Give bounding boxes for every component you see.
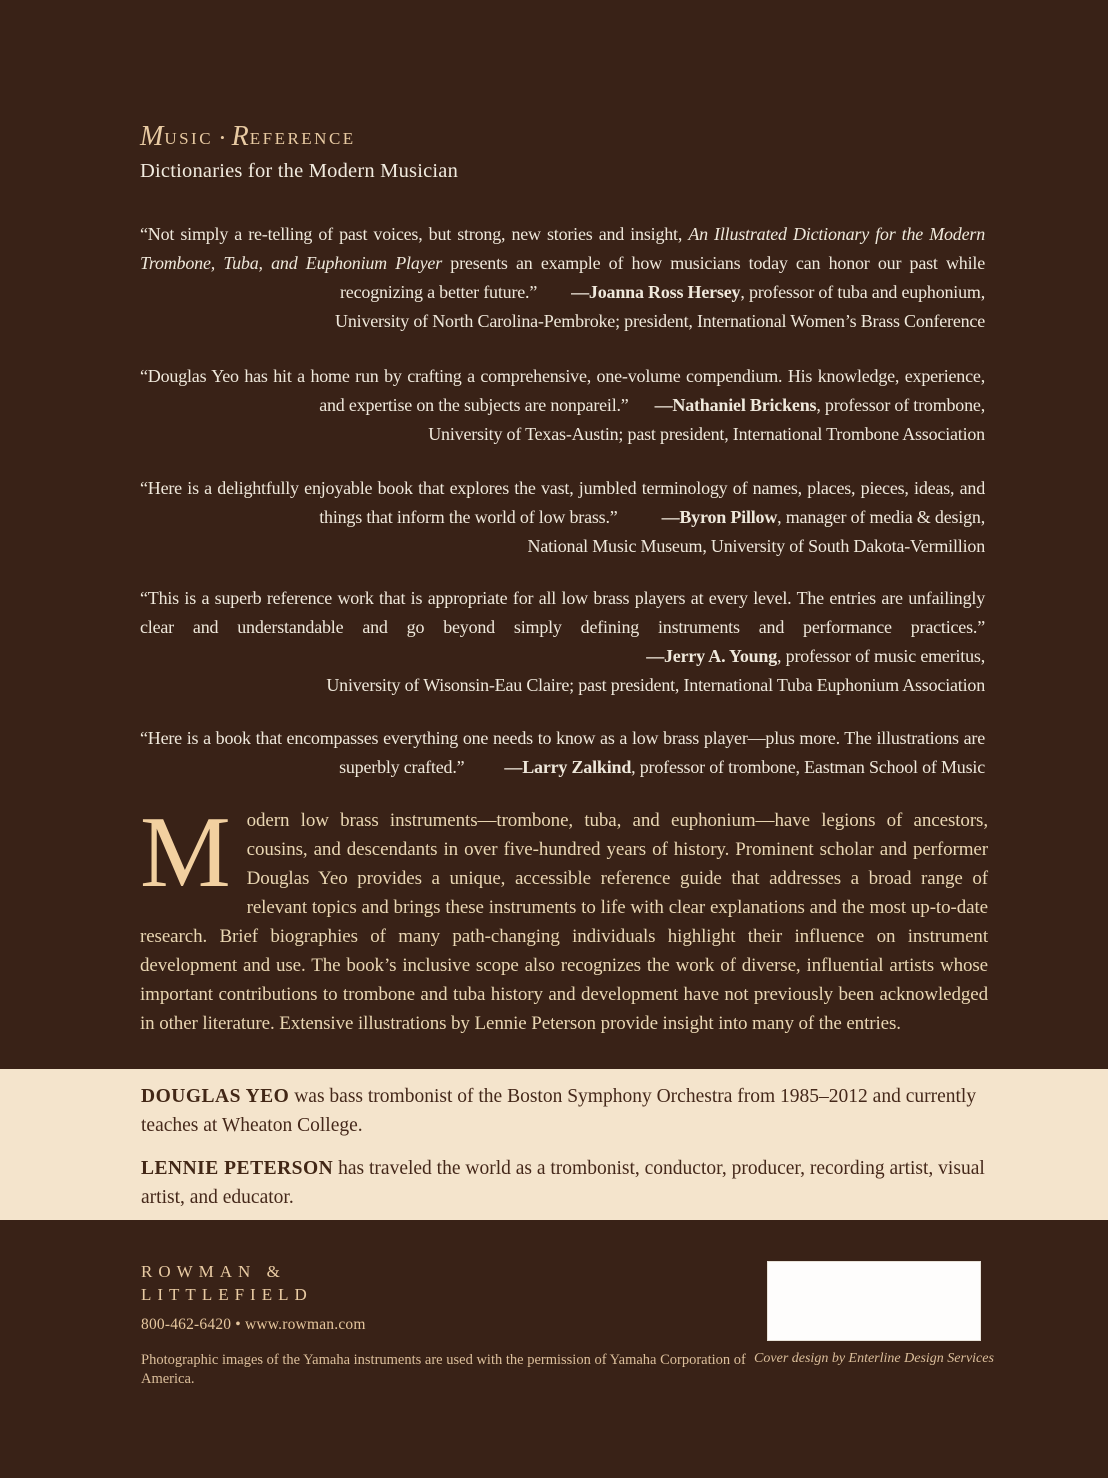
series-category xyxy=(140,120,458,152)
quote-text: “Here is a book that encompasses everything one needs to know as a low brass player—plus more. The illustrations are superbly crafted.” xyxy=(140,728,985,777)
attribution-name: —Joanna Ross Hersey xyxy=(571,282,741,302)
cover-design-credit: Cover design by Enterline Design Services xyxy=(754,1351,994,1366)
series-header xyxy=(140,120,458,183)
testimonial-hersey xyxy=(140,220,985,336)
author-bio-band xyxy=(0,1069,1108,1220)
reference-rest: EFERENCE xyxy=(249,129,356,148)
author-bio-text: has traveled the world as a trombonist, conductor, producer, recording artist, visual artist, and educator. xyxy=(141,1158,985,1208)
drop-cap-m: M xyxy=(140,796,231,909)
reference-initial: R xyxy=(231,121,249,152)
testimonial-quote xyxy=(140,362,985,420)
attribution-institution: University of North Carolina-Pembroke; president, International Women’s Brass Conference xyxy=(335,311,985,331)
attribution-institution: National Music Museum, University of South Dakota-Vermillion xyxy=(527,536,985,556)
attribution-spacer xyxy=(618,522,662,523)
attribution-spacer xyxy=(537,297,571,298)
attribution-role: , professor of tuba and euphonium, xyxy=(740,282,985,302)
quote-text: “Not simply a re-telling of past voices, but strong, new stories and insight, xyxy=(140,224,689,244)
attribution-role: , professor of music emeritus, xyxy=(777,646,985,666)
attribution-spacer xyxy=(629,410,655,411)
quote-text: “Douglas Yeo has hit a home run by crafting a comprehensive, one-volume compendium. His knowledge, experience, and expertise on the subjects are nonpareil.” xyxy=(140,366,985,415)
author-bio-text: was bass trombonist of the Boston Symphony Orchestra from 1985–2012 and currently teaches at Wheaton College. xyxy=(141,1086,977,1136)
attribution-spacer xyxy=(316,661,646,662)
music-rest: USIC xyxy=(164,129,214,148)
attribution-institution: University of Wisonsin-Eau Claire; past president, International Tuba Euphonium Association xyxy=(326,675,985,695)
attribution-role: , professor of trombone, Eastman School of Music xyxy=(631,757,985,777)
author-bio-yeo xyxy=(141,1082,988,1140)
barcode-placeholder xyxy=(767,1261,981,1341)
book-description xyxy=(140,796,988,1038)
attribution-institution: University of Texas-Austin; past president, International Trombone Association xyxy=(428,424,985,444)
publisher-name-line1: ROWMAN & xyxy=(141,1262,286,1281)
testimonial-quote xyxy=(140,474,985,532)
testimonial-quote xyxy=(140,220,985,307)
testimonial-young xyxy=(140,584,985,700)
series-tagline: Dictionaries for the Modern Musician xyxy=(140,160,459,182)
attribution-name: —Jerry A. Young xyxy=(646,646,778,666)
attribution-spacer xyxy=(464,772,504,773)
music-initial: M xyxy=(140,121,164,152)
description-text: odern low brass instruments—trombone, tuba, and euphonium—have legions of ancestors, cousins, and descendants in over five-hundred years of history. Prominent scholar and performer Douglas Yeo provides a unique, accessible reference guide that addresses a broad range of relevant topics and brings these instruments to life with clear explanations and the most up-to-date research. Brief biographies of many path-changing individuals highlight their influence on instrument development and use. The book’s inclusive scope also recognizes the work of diverse, influential artists whose important contributions to trombone and tuba history and development have not previously been acknowledged in other literature. Extensive illustrations by Lennie Peterson provide insight into many of the entries. xyxy=(140,810,988,1034)
attribution-name: —Larry Zalkind xyxy=(504,757,632,777)
attribution-role: , manager of media & design, xyxy=(777,507,985,527)
testimonial-zalkind xyxy=(140,724,985,782)
testimonial-brickens xyxy=(140,362,985,449)
quote-text: presents an example of how musicians today can honor our past while recognizing a better future.” xyxy=(340,253,985,302)
attribution-name: —Byron Pillow xyxy=(661,507,778,527)
testimonial-quote xyxy=(140,584,985,671)
testimonial-quote xyxy=(140,724,985,782)
publisher-logo xyxy=(141,1260,366,1306)
attribution-name: —Nathaniel Brickens xyxy=(654,395,817,415)
author-name: DOUGLAS YEO xyxy=(141,1086,290,1107)
publisher-block xyxy=(141,1260,366,1334)
book-title-italic: An Illustrated Dictionary for the Modern Trombone, Tuba, and Euphonium Player xyxy=(140,224,986,273)
quote-text: “This is a superb reference work that is appropriate for all low brass players at every level. The entries are unfailingly clear and understandable and go beyond simply defining instruments and performance practices.” xyxy=(140,588,985,637)
quote-text: “Here is a delightfully enjoyable book that explores the vast, jumbled terminology of names, places, pieces, ideas, and things that inform the world of low brass.” xyxy=(140,478,985,527)
author-name: LENNIE PETERSON xyxy=(141,1158,334,1179)
bullet-separator-icon: • xyxy=(220,130,225,145)
author-bio-peterson xyxy=(141,1154,988,1212)
testimonial-pillow xyxy=(140,474,985,561)
photo-permission-note: Photographic images of the Yamaha instruments are used with the permission of Yamaha Corporation of America. xyxy=(141,1352,746,1387)
publisher-name-line2: LITTLEFIELD xyxy=(141,1285,313,1304)
publisher-contact: 800-462-6420 • www.rowman.com xyxy=(141,1316,366,1333)
attribution-role: , professor of trombone, xyxy=(816,395,985,415)
